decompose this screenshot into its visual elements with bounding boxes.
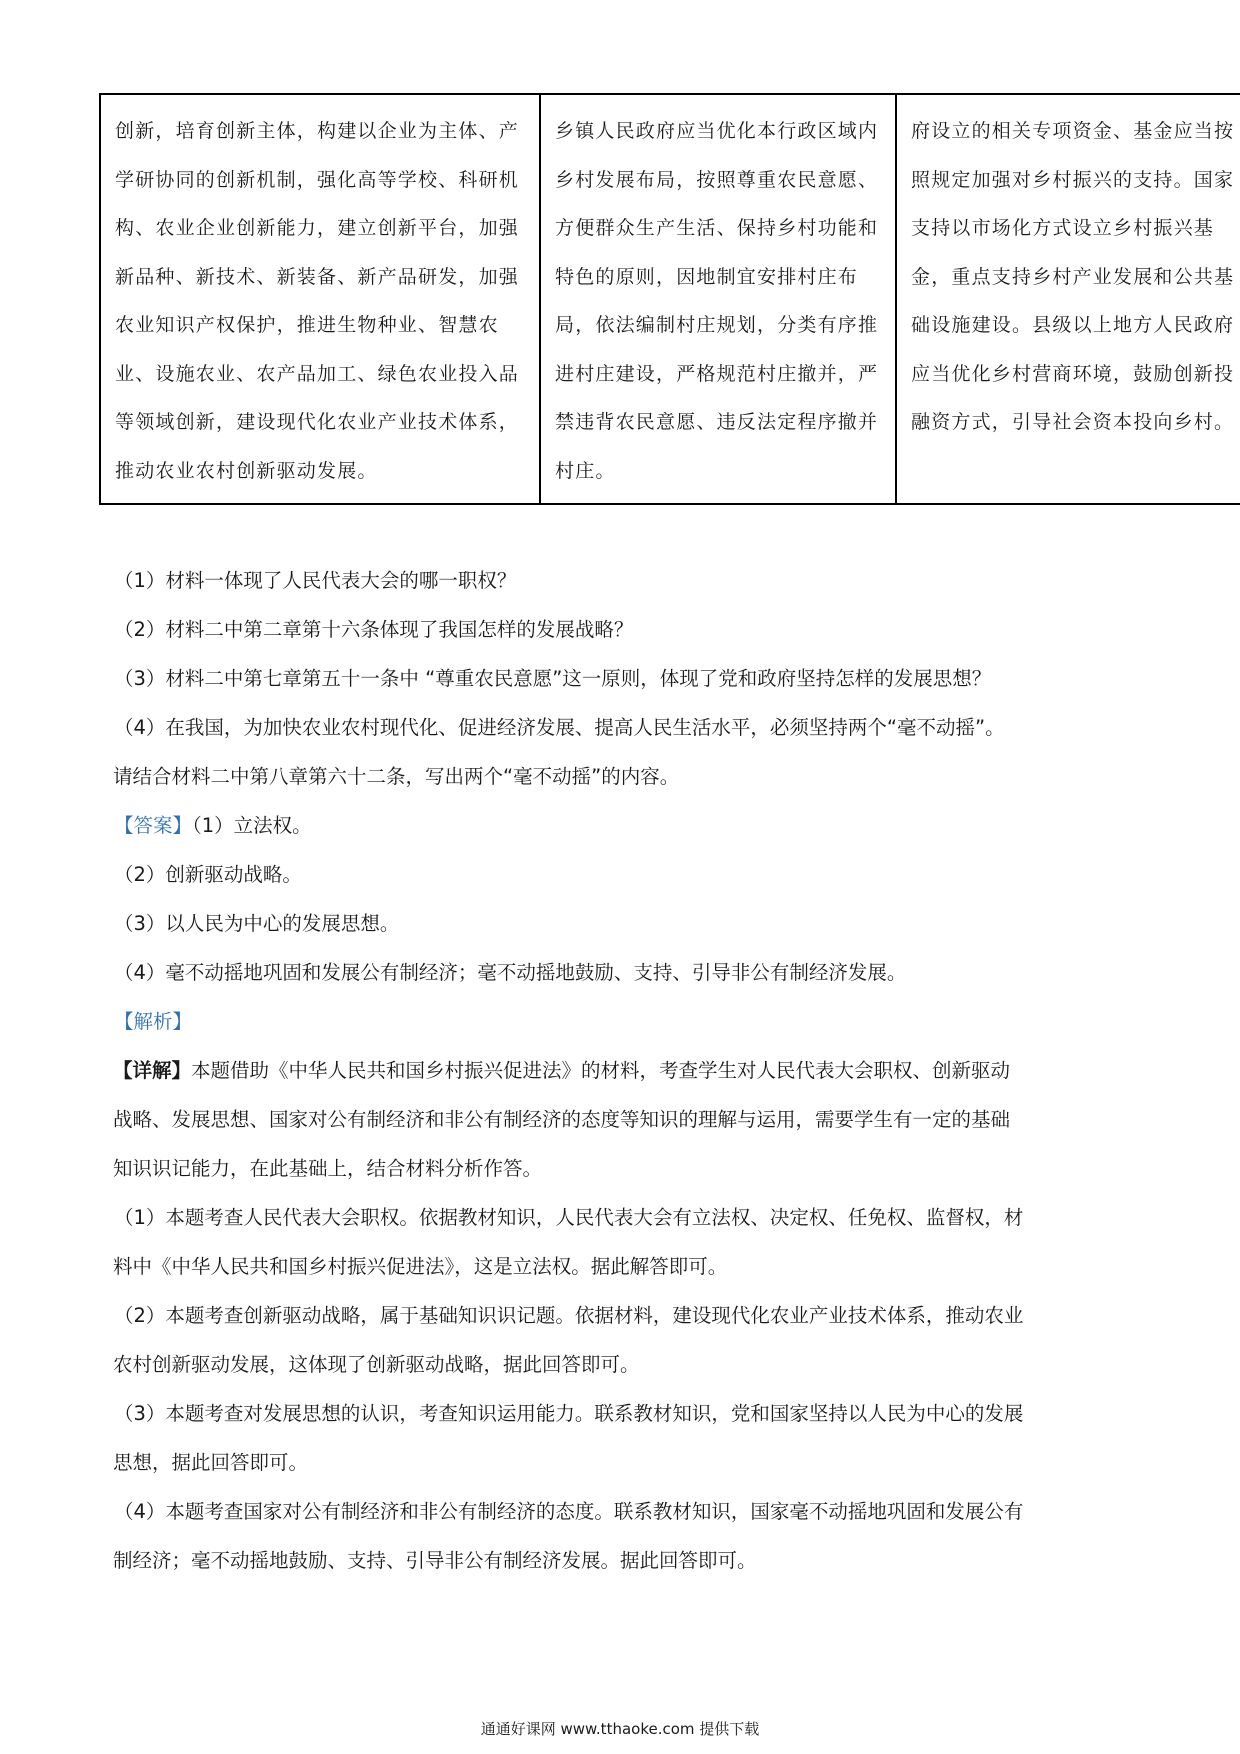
analysis-line-9: 思想，据此回答即可。 [113,1451,309,1474]
question-3: （3）材料二中第七章第五十一条中 “尊重农民意愿”这一原则，体现了党和政府坚持怎样的发展思想？ [114,667,992,690]
page-footer: 通通好课网 www.tthaoke.com 提供下载 [480,1720,760,1738]
answer-line-4: （4）毫不动摇地巩固和发展公有制经济；毫不动摇地鼓励、支持、引导非公有制经济发展。 [114,961,907,984]
analysis-line-4: （1）本题考查人民代表大会职权。依据教材知识，人民代表大会有立法权、决定权、任免权、监督权，材 [114,1206,1024,1229]
detail-label: 【详解】 [113,1059,192,1082]
material-cell-village-layout: 乡镇人民政府应当优化本行政区域内乡村发展布局，按照尊重农民意愿、方便群众生产生活、保持乡村功能和特色的原则，因地制宜安排村庄布局，依法编制村庄规划，分类有序推进村庄建设，严格规范村庄撤并，严禁违背农民意愿、违反法定程序撤并村庄。 [540,94,896,504]
question-1: （1）材料一体现了人民代表大会的哪一职权？ [114,569,517,592]
answer-line-1 [114,801,1130,850]
material-cell-funding: 府设立的相关专项资金、基金应当按照规定加强对乡村振兴的支持。国家支持以市场化方式设立乡村振兴基金，重点支持乡村产业发展和公共基础设施建设。县级以上地方人民政府应当优化乡村营商环境，鼓励创新投融资方式，引导社会资本投向乡村。 [896,94,1240,504]
analysis-heading [114,997,1130,1046]
question-2: （2）材料二中第二章第十六条体现了我国怎样的发展战略？ [114,618,634,641]
answer-line-3: （3）以人民为中心的发展思想。 [114,912,400,935]
analysis-line-7: 农村创新驱动发展，这体现了创新驱动战略，据此回答即可。 [113,1353,640,1376]
answer-text-1: （1）立法权。 [192,814,312,837]
analysis-label: 【解析】 [114,1010,193,1033]
analysis-line-8: （3）本题考查对发展思想的认识，考查知识运用能力。联系教材知识，党和国家坚持以人民为中心的发展 [114,1402,1024,1425]
analysis-line-5: 料中《中华人民共和国乡村振兴促进法》，这是立法权。据此解答即可。 [113,1255,728,1278]
question-4-continued: 请结合材料二中第八章第六十二条，写出两个“毫不动摇”的内容。 [113,765,680,788]
analysis-line-10: （4）本题考查国家对公有制经济和非公有制经济的态度。联系教材知识，国家毫不动摇地巩固和发展公有 [114,1500,1024,1523]
material-cell-innovation: 创新，培育创新主体，构建以企业为主体、产学研协同的创新机制，强化高等学校、科研机构、农业企业创新能力，建立创新平台，加强新品种、新技术、新装备、新产品研发，加强农业知识产权保护，推进生物种业、智慧农业、设施农业、农产品加工、绿色农业投入品等领域创新，建设现代化农业产业技术体系，推动农业农村创新驱动发展。 [100,94,540,504]
analysis-text-1: 本题借助《中华人民共和国乡村振兴促进法》的材料，考查学生对人民代表大会职权、创新驱动 [191,1059,1011,1082]
analysis-line-6: （2）本题考查创新驱动战略，属于基础知识识记题。依据材料，建设现代化农业产业技术体系，推动农业 [114,1304,1024,1327]
analysis-line-2: 战略、发展思想、国家对公有制经济和非公有制经济的态度等知识的理解与运用，需要学生有一定的基础 [113,1108,1011,1131]
analysis-line-11: 制经济；毫不动摇地鼓励、支持、引导非公有制经济发展。据此回答即可。 [113,1549,757,1572]
analysis-line-1 [113,1046,1130,1095]
question-4: （4）在我国，为加快农业农村现代化、促进经济发展、提高人民生活水平，必须坚持两个“毫不动摇”。 [114,716,1005,739]
answer-label: 【答案】 [114,814,193,837]
material-table-row [100,94,1240,504]
material-table [99,93,1240,505]
body-text [114,556,1130,1585]
answer-line-2: （2）创新驱动战略。 [114,863,302,886]
analysis-line-3: 知识识记能力，在此基础上，结合材料分析作答。 [113,1157,543,1180]
